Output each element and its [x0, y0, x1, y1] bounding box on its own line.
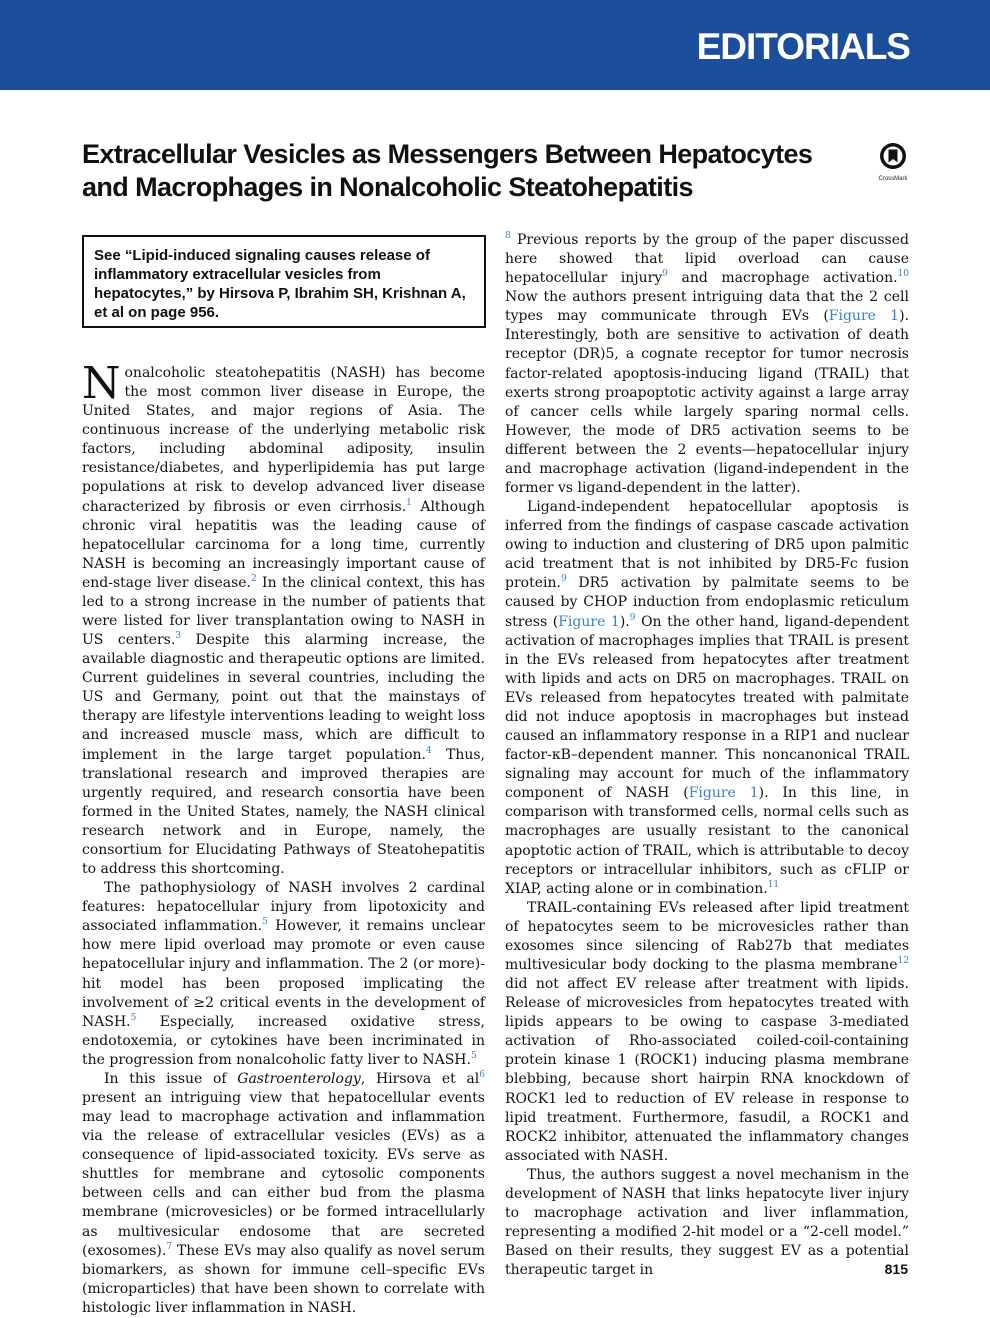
figure-link[interactable]: Figure 1	[558, 613, 620, 630]
paragraph-5: TRAIL-containing EVs released after lipid treatment of hepatocytes seem to be microvesicles rather than exosomes since silencing of Rab27b that mediates multivesicular body docking to the plasma membrane$^{12}$ did not affect EV release after treatment with lipids. Release of microvesicles from hepatocytes treated with lipids appears to be owing to caspase 3-mediated activation of Rho-associated coiled-coil-containing protein kinase 1 (ROCK1) inducing plasma membrane blebbing, because short hairpin RNA knockdown of ROCK1 led to reduction of EV release in response to lipid treatment. Furthermore, fasudil, a ROCK1 and ROCK2 inhibitor, attenuated the inflammatory changes associated with NASH.	[505, 899, 909, 1164]
related-article-note: See “Lipid-induced signaling causes release of inflammatory extracellular vesicles from hepatocytes,” by Hirsova P, Ibrahim SH, Krishnan A, et al on page 956.	[82, 235, 486, 328]
citation[interactable]: 9	[560, 574, 567, 585]
citation[interactable]: 3	[175, 631, 182, 642]
figure-link[interactable]: Figure 1	[688, 785, 759, 802]
paragraph-3: In this issue of Gastroenterology, Hirsova et $al^6$ present an intriguing view that hepatocellular events may lead to macrophage activation and inflammation via the release of extracellular vesicles (EVs) as a consequence of lipid-associated toxicity. EVs serve as shuttles for membrane and cytosolic components between cells and can either bud from the plasma membrane (microvesicles) or be formed intracellularly as multivesicular endosome that are secreted (exosomes).$^7$ These EVs may also qualify as novel serum biomarkers, as shown for immune cell–specific EVs (microparticles) that have been shown to correlate with histologic liver inflammation in NASH.	[82, 1069, 485, 1316]
paragraph-6: Thus, the authors suggest a novel mechanism in the development of NASH that links hepatocyte liver injury to macrophage activation and liver inflammation, representing a modified 2-hit model or a “2-cell model.” Based on their results, they suggest EV as a potential therapeutic target in	[505, 1166, 909, 1279]
citation[interactable]: 9	[629, 612, 636, 623]
journal-name: Gastroenterology	[237, 1070, 361, 1087]
citation[interactable]: 6	[479, 1069, 485, 1080]
body-column-right	[505, 231, 909, 1280]
citation[interactable]: 11	[767, 879, 780, 890]
citation[interactable]: 7	[166, 1241, 173, 1252]
paragraph-2: The pathophysiology of NASH involves 2 cardinal features: hepatocellular injury from lipotoxicity and associated inflammation.$^5$ However, it remains unclear how mere lipid overload may promote or even cause hepatocellular injury and inflammation. The 2 (or more)-hit model has been proposed implicating the involvement of ≥2 critical events in the development of NASH.$^5$ Especially, increased oxidative stress, endotoxemia, or cytokines have been incriminated in the progression from nonalcoholic fatty liver to NASH.$^5$	[82, 880, 485, 1068]
page-number: 815	[884, 1261, 908, 1277]
paragraph-3-continued: $^8$ Previous reports by the group of the paper discussed here showed that lipid overload can cause hepatocellular injury$^9$ and macrophage activation.$^{10}$ Now the authors present intriguing data that the 2 cell types may communicate through EVs (Figure 1). Interestingly, both are sensitive to activation of death receptor (DR)5, a cognate receptor for tumor necrosis factor-related apoptosis-inducing ligand (TRAIL) that exerts strong proapoptotic activity against a large array of cancer cells while largely sparing normal cells. However, the mode of DR5 activation seems to be different between the 2 events—hepatocellular injury and macrophage activation (ligand-independent in the former vs ligand-dependent in the latter).	[505, 231, 909, 497]
citation[interactable]: 10	[897, 269, 909, 280]
article-title: Extracellular Vesicles as Messengers Between Hepatocytes and Macrophages in Nonalcoholic Steatohepatitis	[82, 139, 813, 202]
citation[interactable]: 9	[662, 269, 668, 280]
citation[interactable]: 5	[470, 1050, 477, 1061]
citation[interactable]: 2	[251, 573, 257, 584]
body-column-left	[82, 358, 485, 1318]
section-banner	[0, 0, 990, 90]
drop-cap: N	[82, 358, 121, 409]
citation[interactable]: 5	[130, 1012, 137, 1023]
figure-link[interactable]: Figure 1	[828, 308, 900, 325]
citation[interactable]: 4	[425, 745, 432, 756]
citation[interactable]: 5	[262, 917, 268, 928]
paragraph-1: Nonalcoholic steatohepatitis (NASH) has become the most common liver disease in Europe, the United States, and major regions of Asia. The continuous increase of the underlying metabolic risk factors, including abdominal adiposity, insulin resistance/diabetes, and hyperlipidemia has put large populations at risk to develop advanced liver disease characterized by fibrosis or even cirrhosis.$^1$ Although chronic viral hepatitis was the leading cause of hepatocellular carcinoma for a long time, currently NASH is becoming an increasingly important cause of end-stage liver disease.$^2$ In the clinical context, this has led to a strong increase in the number of patients that were listed for liver transplantation owing to NASH in US centers.$^3$ Despite this alarming increase, the available diagnostic and therapeutic options are limited. Current guidelines in several countries, including the US and Germany, point out that the mainstays of therapy are lifestyle interventions leading to weight loss and increased muscle mass, which are difficult to implement in the large target population.$^4$ Thus, translational research and improved therapies are urgently required, and research consortia have been formed in the United States, namely, the NASH clinical research network and in Europe, namely, the consortium for Elucidating Pathways of Steatohepatitis to address this shortcoming.	[82, 358, 485, 878]
crossmark-icon	[879, 142, 907, 170]
citation[interactable]: 12	[897, 955, 909, 966]
citation[interactable]: 8	[505, 231, 511, 241]
section-label: EDITORIALS	[696, 26, 910, 67]
crossmark-label: CrossMark	[878, 176, 908, 182]
paragraph-4: Ligand-independent hepatocellular apoptosis is inferred from the findings of caspase cascade activation owing to induction and clustering of DR5 upon palmitic acid treatment that is not inhibited by DR5-Fc fusion protein.$^9$ DR5 activation by palmitate seems to be caused by CHOP induction from endoplasmic reticulum stress (Figure 1).$^9$ On the other hand, ligand-dependent activation of macrophages implies that TRAIL is present in the EVs released from hepatocytes after treatment with lipids and acts on DR5 on macrophages. TRAIL on EVs released from hepatocytes treated with palmitate did not induce apoptosis in macrophages but instead caused an inflammatory response in a RIP1 and nuclear factor-κB–dependent manner. This noncanonical TRAIL signaling may account for much of the inflammatory component of NASH (Figure 1). In this line, in comparison with transformed cells, normal cells such as macrophages are usually resistant to the canonical apoptotic action of TRAIL, which is attributable to decoy receptors or intracellular inhibitors, such as cFLIP or XIAP, acting alone or in combination.$^{11}$	[505, 499, 910, 897]
citation[interactable]: 1	[406, 497, 412, 508]
crossmark-badge[interactable]	[876, 142, 910, 182]
